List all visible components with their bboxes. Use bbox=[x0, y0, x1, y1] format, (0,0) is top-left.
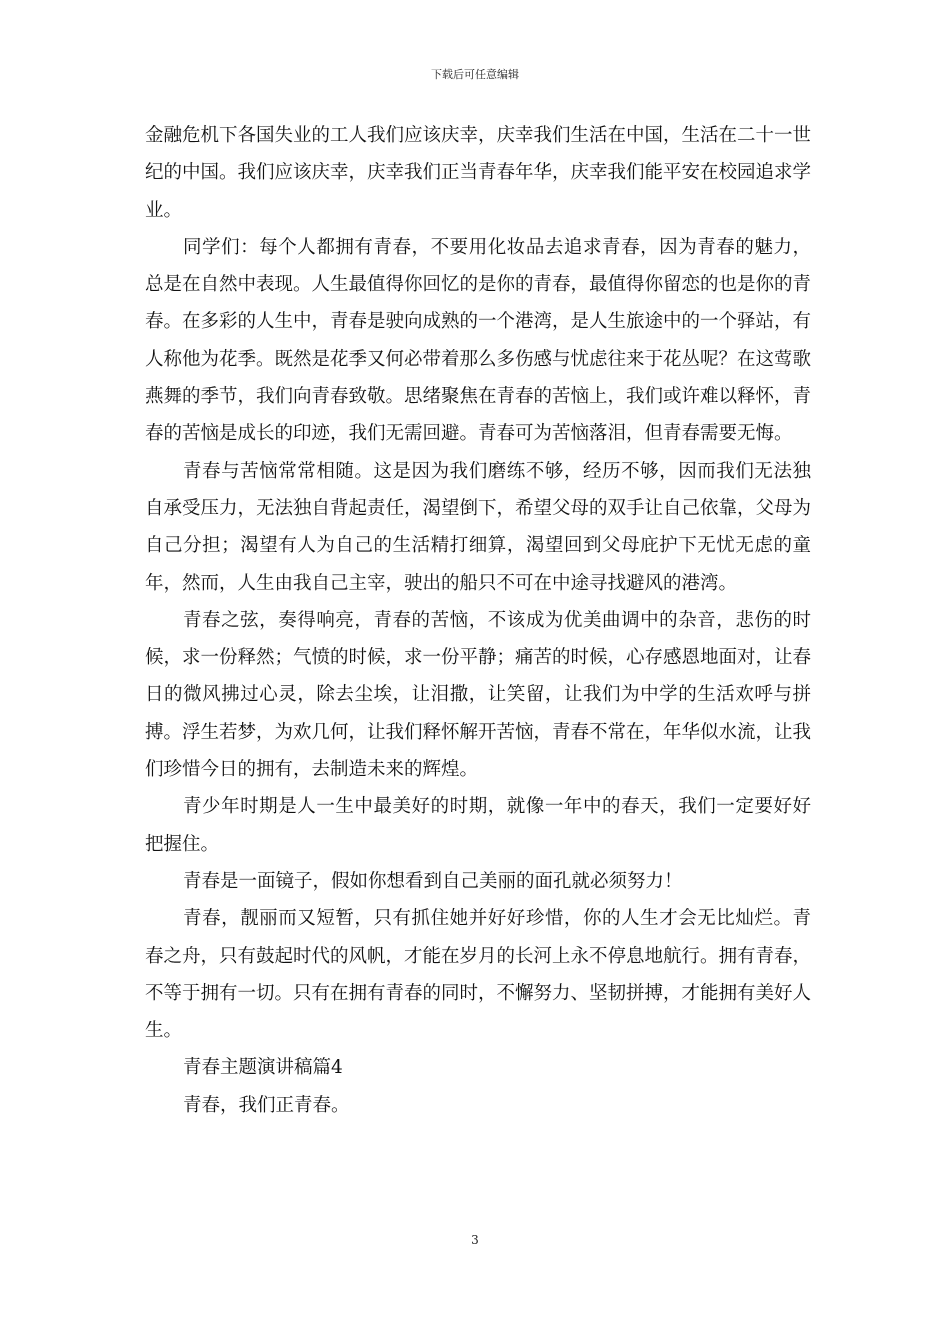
document-body bbox=[145, 117, 811, 1124]
page-header: 下载后可任意编辑 bbox=[431, 68, 519, 81]
paragraph-8: 青春，我们正青春。 bbox=[183, 1094, 350, 1116]
paragraph-1: 金融危机下各国失业的工人我们应该庆幸，庆幸我们生活在中国，生活在二十一世纪的中国。我们应该庆幸，庆幸我们正当青春年华，庆幸我们能平安在校园追求学业。 bbox=[145, 125, 812, 221]
paragraph-6: 青春是一面镜子，假如你想看到自己美丽的面孔就必须努力！ bbox=[183, 870, 683, 892]
paragraph-3: 青春与苦恼常常相随。这是因为我们磨练不够，经历不够，因而我们无法独自承受压力，无法独自背起责任，渴望倒下，希望父母的双手让自己依靠，父母为自己分担；渴望有人为自己的生活精打细算，渴望回到父母庇护下无忧无虑的童年，然而，人生由我自己主宰，驶出的船只不可在中途寻找避风的港湾。 bbox=[145, 460, 812, 594]
page-number: 3 bbox=[471, 1233, 479, 1247]
paragraph-7: 青春，靓丽而又短暂，只有抓住她并好好珍惜，你的人生才会无比灿烂。青春之舟，只有鼓起时代的风帆，才能在岁月的长河上永不停息地航行。拥有青春，不等于拥有一切。只有在拥有青春的同时，不懈努力、坚韧拼搏，才能拥有美好人生。 bbox=[145, 908, 812, 1042]
paragraph-2: 同学们：每个人都拥有青春，不要用化妆品去追求青春，因为青春的魅力，总是在自然中表现。人生最值得你回忆的是你的青春，最值得你留恋的也是你的青春。在多彩的人生中，青春是驶向成熟的一个港湾，是人生旅途中的一个驿站，有人称他为花季。既然是花季又何必带着那么多伤感与忧虑往来于花丛呢？在这莺歌燕舞的季节，我们向青春致敬。思绪聚焦在青春的苦恼上，我们或许难以释怀，青春的苦恼是成长的印迹，我们无需回避。青春可为苦恼落泪，但青春需要无悔。 bbox=[145, 236, 812, 445]
paragraph-5: 青少年时期是人一生中最美好的时期，就像一年中的春天，我们一定要好好把握住。 bbox=[145, 796, 811, 855]
section-heading: 青春主题演讲稿篇4 bbox=[183, 1057, 343, 1079]
paragraph-4: 青春之弦，奏得响亮，青春的苦恼，不该成为优美曲调中的杂音，悲伤的时候，求一份释然；气愤的时候，求一份平静；痛苦的时候，心存感恩地面对，让春日的微风拂过心灵，除去尘埃，让泪撒，让笑留，让我们为中学的生活欢呼与拼搏。浮生若梦，为欢几何，让我们释怀解开苦恼，青春不常在，年华似水流，让我们珍惜今日的拥有，去制造未来的辉煌。 bbox=[145, 609, 812, 781]
